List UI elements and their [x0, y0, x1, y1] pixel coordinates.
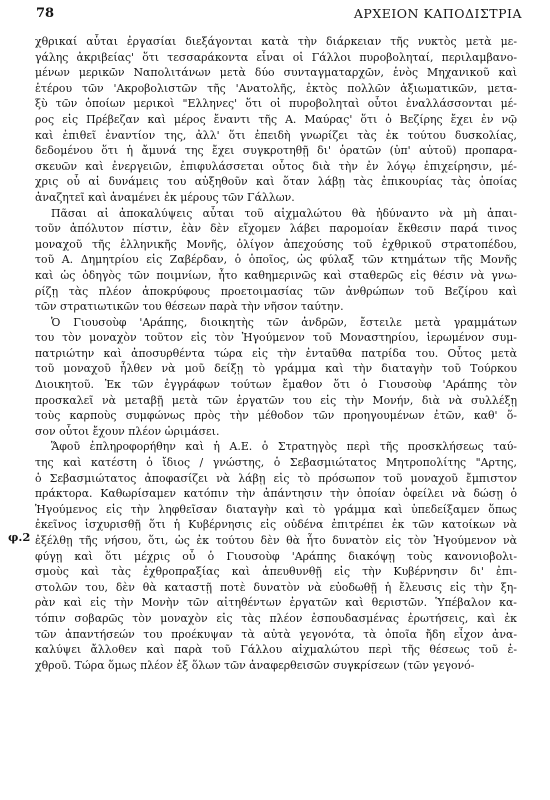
text-line: δεδομένου ὅτι ἡ ἄμυνά της ἔχει συγκροτηθῇ δι' ὁρατῶν (ὑπ' αὐτοῦ) προπαρα-: [35, 144, 517, 158]
text-line: Πᾶσαι αἱ ἀποκαλύψεις αὗται τοῦ αἰχμαλώτου θὰ ἠδύναντο νὰ μὴ ἀπαι-: [51, 206, 517, 220]
text-line: φύγῃ καὶ ὅτι μέχρις οὗ ὁ Γιουσοὺφ 'Αράπης διακόψῃ τοὺς κανονιοβολι-: [35, 549, 517, 563]
text-line: Ὁ Γιουσοὺφ 'Αράπης, διοικητὴς τῶν ἀνδρῶν, ἔστειλε μετὰ γραμμάτων: [51, 315, 517, 329]
text-line: τοὺς καρποὺς συμφώνως πρὸς τὴν μέθοδον τῶν προηγουμένων ἐτῶν, καθ' ὅ-: [35, 409, 517, 423]
body-text: [35, 34, 517, 673]
text-line: πατριώτην καὶ ἀποσυρθέντα τώρα εἰς τὴν ἐνταῦθα πατρίδα του. Οὗτος μετὰ: [35, 346, 517, 360]
text-line: Ἡγούμενος εἰς τὴν ληφθεῖσαν διαταγὴν καὶ τὸ γράμμα καὶ ὑπεδείξαμεν ὅπως: [35, 502, 517, 516]
text-line: πράκτορα. Καθωρίσαμεν κατόπιν τὴν ἀπάντησιν τὴν ὁποίαν ὀφείλει νὰ δώσῃ ὁ: [35, 487, 517, 501]
folio-margin-note: φ.2: [8, 530, 31, 544]
text-line: Διοικητοῦ. Ἐκ τῶν ἐγγράφων τούτων ἔμαθον ὅτι ὁ Γιουσοὺφ 'Αράπης τὸν: [35, 378, 517, 392]
text-line: ὁ Σεβασμιώτατος ἀποφασίζει νὰ λάβῃ εἰς τὸ πρόσωπον τοῦ μοναχοῦ ἔμπιστον: [35, 471, 517, 485]
paragraph: [35, 315, 517, 440]
text-line: τῶν στρατιωτικῶν του θέσεων παρὰ τὴν νῆσον ταύτην.: [35, 300, 344, 314]
text-line: τοῦ Α. Δημητρίου εἰς Ζαβέρδαν, ὁ ὁποῖος, ὡς φύλαξ τῶν κτημάτων τῆς Μονῆς: [35, 253, 517, 267]
text-line: ἐξέλθῃ τῆς νήσου, ὅτι, ὡς ἐκ τούτου δὲν θὰ ἦτο δυνατὸν εἰς τὸν Ἡγούμενον νὰ: [35, 534, 517, 547]
paragraph: [35, 206, 517, 315]
text-line: τόπιν σοβαρῶς τὸν μοναχὸν εἰς τὰς πλέον ἐσπουδασμένας ἐρωτήσεις, καὶ ἐκ: [35, 611, 517, 625]
text-line: σον οὗτοι ἔχουν πλέον ὡριμάσει.: [35, 424, 220, 438]
paragraph: [35, 439, 517, 673]
text-line: ἀναζητεῖ καὶ ἀναμένει ἐκ μέρους τῶν Γάλλων.: [35, 190, 295, 204]
text-line: ξὺ τῶν ὁποίων μερικοὶ "Ελληνες' ὅτι οἱ πυροβοληταὶ οὗτοι ἐναλλάσσονται μέ-: [35, 97, 517, 111]
text-line: τῶν ἀπαντήσεών του προέκυψαν τὰ αὐτὰ γεγονότα, τὰ ὁποῖα ἤδη εἶχον ἀνα-: [35, 627, 517, 641]
text-line: προσκαλεῖ νὰ μεταβῇ μετὰ τῶν ἐργατῶν του εἰς τὴν Μονήν, διὰ νὰ συλλέξῃ: [35, 393, 517, 407]
text-line: καὶ ὡς ὁδηγὸς τῶν ποιμνίων, ἦτο καθημερινῶς καὶ σταθερῶς εἰς θέσιν νὰ γνω-: [35, 268, 517, 282]
text-line: χρις οὗ αἱ δυνάμεις του αὐξηθοῦν καὶ ὅταν λάβῃ τὰς ἐπικουρίας τὰς ὁποίας: [35, 175, 517, 189]
text-line: τοῦ μοναχοῦ ἦλθεν νὰ μοῦ δείξῃ τὸ γράμμα καὶ τὴν διαταγὴν τοῦ Τούρκου: [35, 362, 517, 376]
page-header: [30, 6, 522, 26]
text-line: ἐκεῖνος ἰσχυρισθῇ ὅτι ἡ Κυβέρνησις εἰς οὐδένα ἐπιτρέπει ἐκ τῶν κατοίκων νὰ: [35, 518, 517, 532]
text-line: ἑτέρου τῶν 'Ακροβολιστῶν τῆς 'Ανατολῆς, ἐκτὸς πολλῶν ἀξιωματικῶν, μετα-: [35, 81, 517, 95]
text-line: γάλης ἀκριβείας' ὅτι τεσσαράκοντα εἶναι οἱ Γάλλοι πυροβοληταί, περιλαμβανο-: [35, 50, 517, 64]
paragraph: [35, 34, 517, 206]
text-line: χθρικαί αὗται ἐργασίαι διεξάγονται κατὰ τὴν διάρκειαν τῆς νυκτὸς μετὰ με-: [35, 35, 517, 48]
text-line: τοῦν ἀπόλυτον πίστιν, ἐὰν δὲν εἴχομεν λάβει παρομοίαν ἔκθεσιν παρά τινος: [35, 222, 517, 236]
text-line: ρίζῃ τὰς πλέον ἀποκρύφους προετοιμασίας τῶν ἀνθρώπων τοῦ Βεζίρου καὶ: [35, 284, 517, 298]
text-line: σμοὺς καὶ τὰς ἐχθροπραξίας καὶ ἀπευθυνθῇ εἰς τὴν Κυβέρνησιν δι' ἐπι-: [35, 565, 517, 579]
text-line: της καὶ κατέστη ὁ ἴδιος / γνώστης, ὁ Σεβασμιώτατος Μητροπολίτης "Αρτης,: [35, 456, 517, 470]
text-line: μένων μερικῶν Ναπολιτάνων μετὰ δύο συνταγματαρχῶν, ἑνὸς Μηχανικοῦ καὶ: [35, 66, 517, 80]
text-line: σκευῶν καὶ ἐνεργειῶν, ἐπιφυλάσσεται οὗτος διὰ τὴν ἐν λόγῳ ἐπιχείρησιν, μέ-: [35, 159, 517, 173]
text-line: μοναχοῦ τῆς ἑλληνικῆς Μονῆς, ὀλίγον ἀπεχούσης τοῦ ἐχθρικοῦ στρατοπέδου,: [35, 237, 517, 251]
text-line: χθροῦ. Τώρα ὅμως πλέον ἐξ ὅλων τῶν ἀναφερθεισῶν συγκρίσεων (τῶν γεγονό-: [35, 658, 475, 672]
text-line: Ἅφοῦ ἐπληροφορήθην καὶ ἡ Α.Ε. ὁ Στρατηγὸς περὶ τῆς προσκλήσεως ταύ-: [51, 440, 517, 454]
running-head: ΑΡΧΕΙΟΝ ΚΑΠΟΔΙΣΤΡΙΑ: [353, 6, 522, 21]
text-line: στολῶν του, δὲν θὰ καταστῇ ποτὲ δυνατὸν νὰ εὐοδωθῇ ἡ ἔλευσις εἰς τὴν ξη-: [35, 580, 517, 594]
text-line: καλύψει ἄλλοθεν καὶ παρὰ τοῦ Γάλλου αἰχμαλώτου περὶ τῆς θέσεως τοῦ ἐ-: [35, 643, 517, 657]
page-number: 78: [36, 6, 55, 21]
text-line: ρος εἰς Πρέβεζαν καὶ μέρος ἔναντι τῆς Α. Μαύρας' ὅτι ὁ Βεζίρης ἔχει ἐν νῷ: [35, 112, 517, 126]
text-line: ρὰν καὶ εἰς τὴν Μονὴν τῶν αἰτηθέντων ἐργατῶν καὶ θεριστῶν. Ὑπέβαλον κα-: [35, 596, 517, 610]
text-line: του τὸν μοναχὸν τοῦτον εἰς τὸν Ἡγούμενον τοῦ Μοναστηρίου, ἱερωμένον συμ-: [35, 331, 517, 345]
text-line: καὶ ἐπιθεῖ ἐναντίον της, ἀλλ' ὅτι ἐπειδὴ γνωρίζει τὰς ἐκ τούτου δυσκολίας,: [35, 128, 517, 142]
